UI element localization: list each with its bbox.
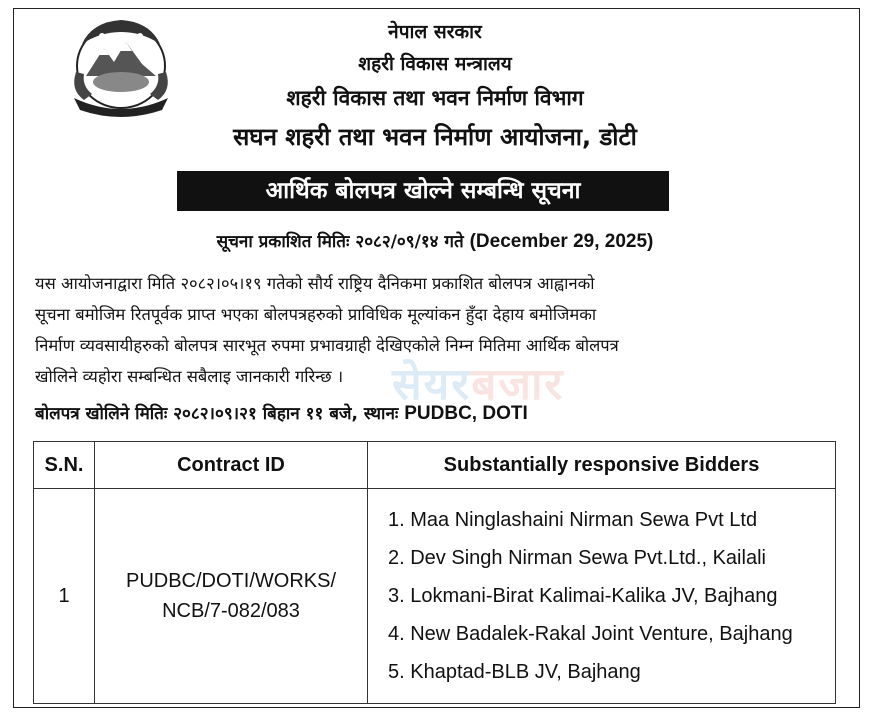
contract-id-line: PUDBC/DOTI/WORKS/ [125, 570, 336, 592]
opening-place: PUDBC, DOTI [404, 403, 528, 424]
header-contract-id: Contract ID [95, 442, 368, 489]
bidder-item: 2. Dev Singh Nirman Sewa Pvt.Ltd., Kailali [388, 547, 766, 569]
cell-sn: 1 [34, 489, 95, 704]
header-sn: S.N. [34, 442, 95, 489]
bidder-item: 3. Lokmani-Birat Kalimai-Kalika JV, Bajhang [388, 585, 778, 607]
project-office-name: सघन शहरी तथा भवन निर्माण आयोजना, डोटी [233, 123, 637, 151]
header-bidders: Substantially responsive Bidders [368, 442, 836, 489]
body-line: यस आयोजनाद्वारा मिति २०८२।०५।१९ गतेको सौर्य राष्ट्रिय दैनिकमा प्रकाशित बोलपत्र आह्वानको [35, 274, 595, 293]
cell-contract-id [95, 489, 368, 704]
watermark-part-2: बजार [471, 359, 565, 410]
published-date-label: सूचना प्रकाशित मितिः २०८२/०९/१४ गते [216, 232, 464, 252]
table-row [34, 489, 836, 704]
published-date [0, 229, 870, 253]
cell-bidders [368, 489, 836, 704]
published-date-english: (December 29, 2025) [469, 231, 654, 252]
opening-date [35, 401, 528, 425]
ministry-name: शहरी विकास मन्त्रालय [358, 53, 512, 75]
contract-id-line: NCB/7-082/083 [162, 600, 300, 622]
department-name: शहरी विकास तथा भवन निर्माण विभाग [286, 86, 584, 110]
watermark-part-1: सेयर [392, 359, 472, 410]
bidders-table [33, 441, 836, 704]
bidder-item: 4. New Badalek-Rakal Joint Venture, Bajhang [388, 623, 793, 645]
opening-date-label: बोलपत्र खोलिने मितिः २०८२।०९।२१ बिहान ११ बजे, स्थानः [35, 404, 399, 424]
table-header-row [34, 442, 836, 489]
bidder-item: 5. Khaptad-BLB JV, Bajhang [388, 661, 641, 683]
body-line: निर्माण व्यवसायीहरुको बोलपत्र सारभूत रुपमा प्रभावग्राही देखिएकोले निम्न मितिमा आर्थिक बोलपत्र [35, 336, 619, 355]
body-line: सूचना बमोजिम रितपूर्वक प्राप्त भएका बोलपत्रहरुको प्राविधिक मूल्यांकन हुँदा देहाय बमोजिमका [35, 305, 597, 324]
body-line: खोलिने व्यहोरा सम्बन्धित सबैलाइ जानकारी गरिन्छ । [35, 367, 344, 386]
government-name: नेपाल सरकार [388, 21, 482, 43]
notice-title-banner: आर्थिक बोलपत्र खोल्ने सम्बन्धि सूचना [177, 171, 669, 211]
bidder-item: 1. Maa Ninglashaini Nirman Sewa Pvt Ltd [388, 509, 758, 531]
